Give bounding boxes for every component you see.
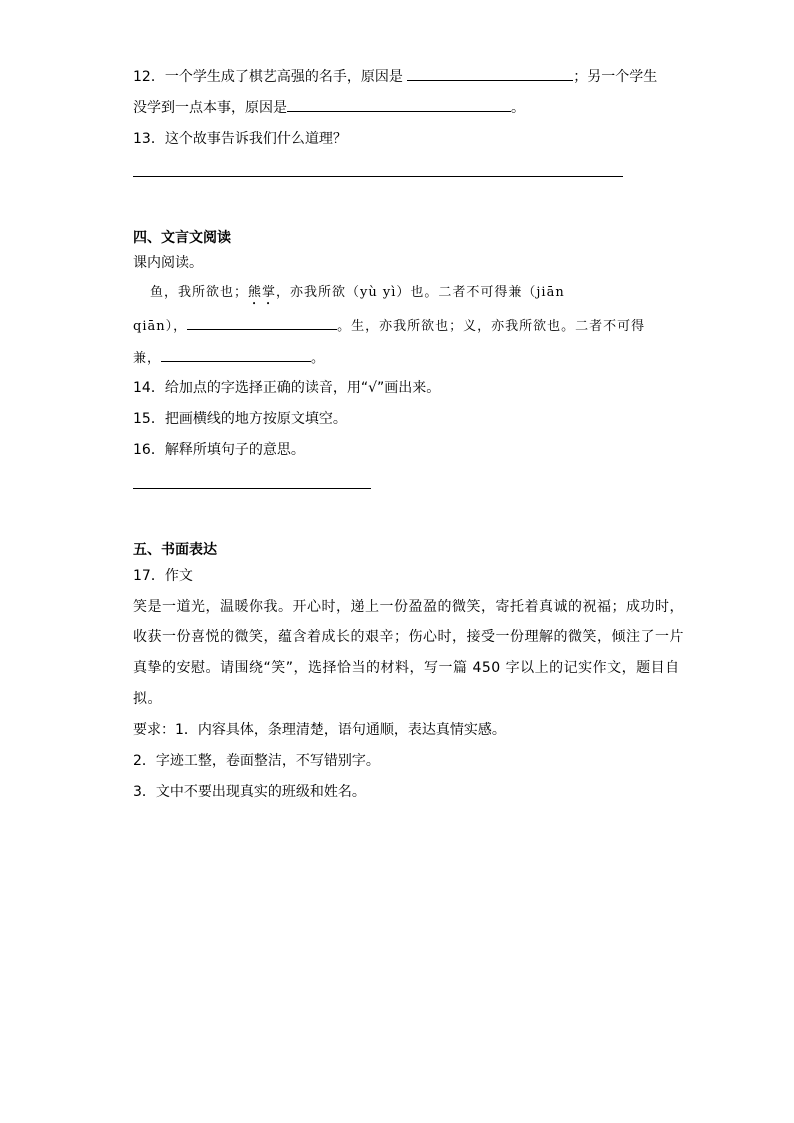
question-12-line-2: [133, 97, 525, 118]
question-16-answer-line[interactable]: [133, 488, 371, 489]
passage-text-1b: ，亦我所欲（yù yì）也。二者不可得兼（jiān: [276, 285, 565, 300]
passage-text-3a: 兼，: [133, 351, 162, 366]
requirement-1: 要求：1．内容具体，条理清楚，语句通顺，表达真情实感。: [133, 722, 506, 738]
passage-line-1: [150, 283, 565, 308]
question-12-text-c: 没学到一点本事，原因是: [133, 100, 287, 116]
question-15: 15．把画横线的地方按原文填空。: [133, 411, 347, 427]
essay-prompt-line-4: 拟。: [133, 691, 162, 707]
passage-blank-2[interactable]: [161, 347, 311, 362]
passage-text-2a: qiān），: [133, 319, 188, 334]
passage-text-2b: 。生，亦我所欲也；义，亦我所欲也。二者不可得: [337, 319, 646, 334]
question-12-text-a: 12．一个学生成了棋艺高强的名手，原因是: [133, 69, 408, 85]
passage-blank-1[interactable]: [187, 315, 337, 330]
question-12-text-b: ；另一个学生: [573, 69, 658, 85]
question-14: 14．给加点的字选择正确的读音，用“√”画出来。: [133, 380, 441, 396]
question-12-blank-1[interactable]: [407, 66, 573, 81]
essay-prompt-line-3: 真挚的安慰。请围绕“笑”，选择恰当的材料，写一篇 450 字以上的记实作文，题目自: [133, 660, 680, 676]
question-12-line-1: [133, 66, 657, 87]
passage-line-3: [133, 347, 325, 369]
requirement-3: 3．文中不要出现真实的班级和姓名。: [133, 784, 366, 800]
question-12-text-d: 。: [511, 100, 525, 116]
question-12-blank-2[interactable]: [287, 97, 511, 112]
passage-dotted-word: 熊掌: [248, 285, 277, 300]
section-4-title: 四、文言文阅读: [133, 230, 231, 246]
essay-prompt-line-2: 收获一份喜悦的微笑，蕴含着成长的艰辛；伤心时，接受一份理解的微笑，倾注了一片: [133, 629, 684, 645]
essay-prompt-line-1: 笑是一道光，温暖你我。开心时，递上一份盈盈的微笑，寄托着真诚的祝福；成功时，: [133, 599, 684, 615]
question-13: 13．这个故事告诉我们什么道理？: [133, 131, 347, 147]
requirement-2: 2．字迹工整，卷面整洁，不写错别字。: [133, 753, 380, 769]
section-4-intro: 课内阅读。: [133, 255, 203, 271]
question-17: 17．作文: [133, 568, 193, 584]
passage-line-2: [133, 315, 645, 337]
question-16: 16．解释所填句子的意思。: [133, 442, 305, 458]
passage-text-1a: 鱼，我所欲也；: [150, 285, 249, 300]
passage-text-3b: 。: [311, 351, 326, 366]
section-5-title: 五、书面表达: [133, 542, 217, 558]
question-13-answer-line[interactable]: [133, 176, 623, 177]
